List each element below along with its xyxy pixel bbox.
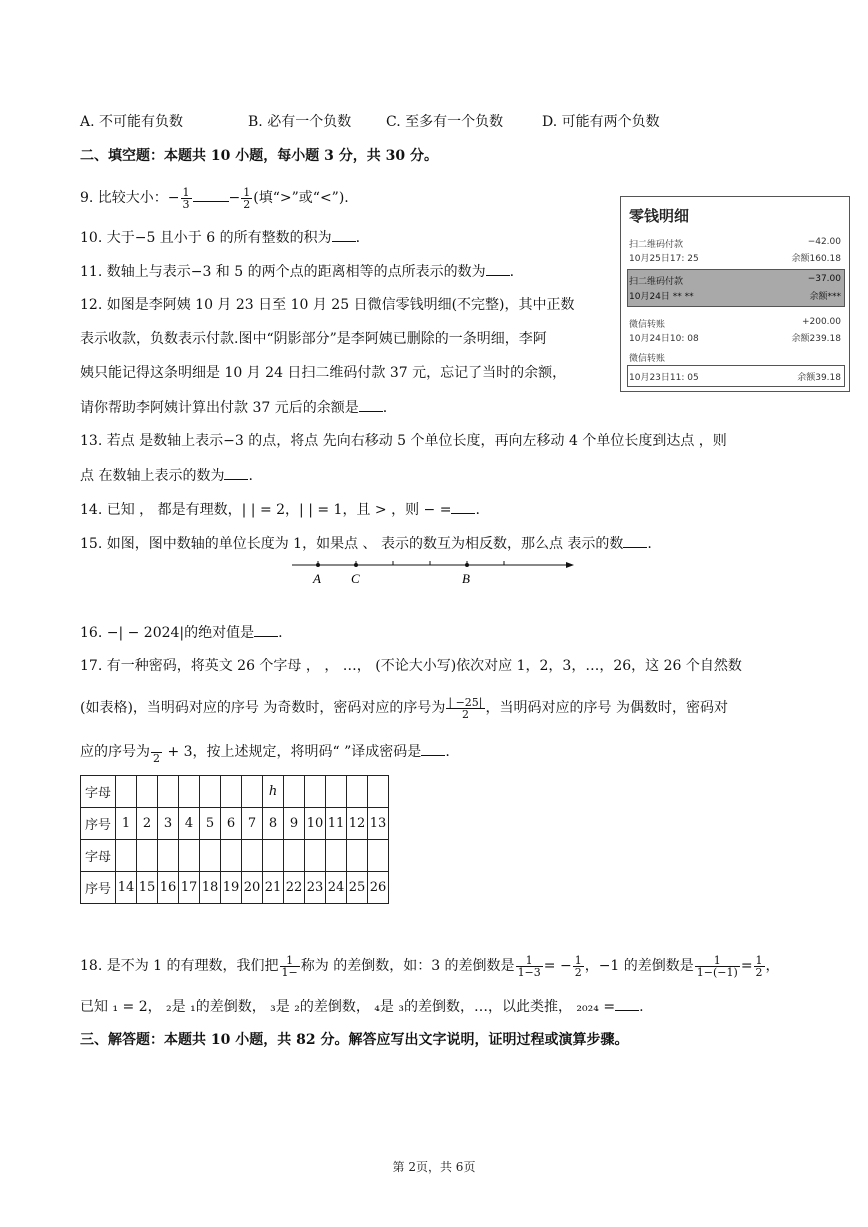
row-header: 字母: [81, 840, 116, 872]
table-row: 序号 14 15 16 17 18 19 20 21 22 23 24 25 26: [81, 872, 389, 904]
answer-blank: [623, 533, 647, 548]
fraction: $\frac{1}{2}$: [755, 953, 763, 979]
answer-blank: [224, 465, 248, 480]
question-18-line1: 18. 是不为 1 的有理数，我们把 $\frac{1}{1-}$ 称为 的差倒数，如：3 的差倒数是 $\frac{1}{1-3}$ = − $\frac{1}{2}$ ，−1 的差倒数是 $\frac{1}{1-(-1)}$ = $\frac{1}{2}$ ，: [80, 953, 780, 979]
point-a: [316, 563, 320, 567]
fraction: $\frac{1}{1-}$: [281, 953, 298, 979]
section2-heading: 二、填空题：本题共 10 小题，每小题 3 分，共 30 分。: [80, 148, 438, 164]
fraction: $\frac{| -25|}{2}$: [448, 695, 483, 721]
table-row: 序号 1 2 3 4 5 6 7 8 9 10 11 12 13: [81, 808, 389, 840]
answer-blank: [332, 227, 356, 242]
label-b: B: [462, 571, 470, 586]
row-header: 字母: [81, 776, 116, 808]
page-footer: 第 2页，共 6页: [392, 1160, 476, 1174]
question-13-line1: 13. 若点 是数轴上表示−3 的点，将点 先向右移动 5 个单位长度，再向左移动 4 个单位长度到达点 ，则: [80, 433, 727, 449]
wechat-change-detail-figure: 零钱明细 扫二维码付款 −42.00 10月25日17: 25 余额160.18 扫二维码付款 −37.00 10月24日 ** ** 余额*** 微信转账 +200.00 10月24日10: 08 余额239.18 微信转账 10月23日11: 05 余额39.18: [620, 196, 850, 392]
fraction: $\frac{1}{1-(-1)}$: [696, 953, 738, 979]
fraction: $\frac{1}{2}$: [243, 185, 251, 211]
table-row: 字母 h: [81, 776, 389, 808]
section3-heading: 三、解答题：本题共 10 小题，共 82 分。解答应写出文字说明，证明过程或演算步骤。: [80, 1032, 629, 1048]
question-17-line3: 应的序号为 2 + 3，按上述规定，将明码“ ”译成密码是 .: [80, 738, 450, 766]
answer-blank: [359, 397, 383, 412]
question-9: 9. 比较大小：− $\frac{1}{3}$ − $\frac{1}{2}$ (填“>”或“<”).: [80, 185, 349, 211]
table-row: [81, 840, 389, 872]
option-c: C. 至多有一个负数: [386, 114, 504, 130]
label-c: C: [351, 571, 360, 586]
fraction: $\frac{1}{3}$: [182, 185, 190, 211]
figure-title: 零钱明细: [629, 207, 690, 225]
question-18-line2: 已知 ₁ = 2， ₂是 ₁的差倒数， ₃是 ₂的差倒数， ₄是 ₃的差倒数，…，以此类推， ₂₀₂₄ = .: [80, 996, 644, 1017]
fraction: 2: [151, 741, 162, 764]
option-b: B. 必有一个负数: [248, 114, 352, 130]
question-16: 16. −| − 2024|的绝对值是 .: [80, 622, 283, 643]
answer-blank: [193, 187, 229, 202]
fraction: $\frac{1}{2}$: [574, 953, 582, 979]
answer-blank: [486, 261, 510, 276]
question-12-line4: 请你帮助李阿姨计算出付款 37 元后的余额是 .: [80, 397, 387, 418]
point-b: [465, 563, 469, 567]
question-12-line1: 12. 如图是李阿姨 10 月 23 日至 10 月 25 日微信零钱明细(不完整)，其中正数: [80, 297, 575, 313]
question-11: 11. 数轴上与表示−3 和 5 的两个点的距离相等的点所表示的数为 .: [80, 261, 514, 282]
question-12-line3: 姨只能记得这条明细是 10 月 24 日扫二维码付款 37 元，忘记了当时的余额，: [80, 365, 567, 381]
choice-options: [80, 112, 660, 132]
row-header: 序号: [81, 872, 116, 904]
option-d: D. 可能有两个负数: [542, 114, 660, 130]
point-c: [354, 563, 358, 567]
question-12-line2: 表示收款，负数表示付款.图中“阴影部分”是李阿姨已删除的一条明细，李阿: [80, 331, 547, 347]
question-10: 10. 大于−5 且小于 6 的所有整数的积为 .: [80, 227, 360, 248]
question-14: 14. 已知 ， 都是有理数，| | = 2，| | = 1，且 > ，则 − = .: [80, 499, 480, 520]
question-15: 15. 如图，图中数轴的单位长度为 1，如果点 、 表示的数互为相反数，那么点 表示的数 .: [80, 533, 652, 554]
arrow-icon: [566, 562, 574, 568]
question-17-line1: 17. 有一种密码，将英文 26 个字母 ， ， …， (不论大小写)依次对应 1，2，3，…，26，这 26 个自然数: [80, 658, 742, 674]
answer-blank: [254, 622, 278, 637]
option-a: A. 不可能有负数: [80, 114, 184, 130]
number-line-figure: [288, 555, 578, 589]
question-13-line2: 点 在数轴上表示的数为 .: [80, 465, 253, 486]
answer-blank: [451, 499, 475, 514]
cipher-table: [80, 775, 389, 904]
answer-blank: [615, 996, 639, 1011]
row-header: 序号: [81, 808, 116, 840]
question-17-line2: (如表格)，当明码对应的序号 为奇数时，密码对应的序号为 $\frac{| -25|}{2}$ ，当明码对应的序号 为偶数时，密码对: [80, 695, 728, 721]
answer-blank: [421, 741, 445, 756]
fraction: $\frac{1}{1-3}$: [517, 953, 541, 979]
label-a: A: [313, 571, 321, 586]
